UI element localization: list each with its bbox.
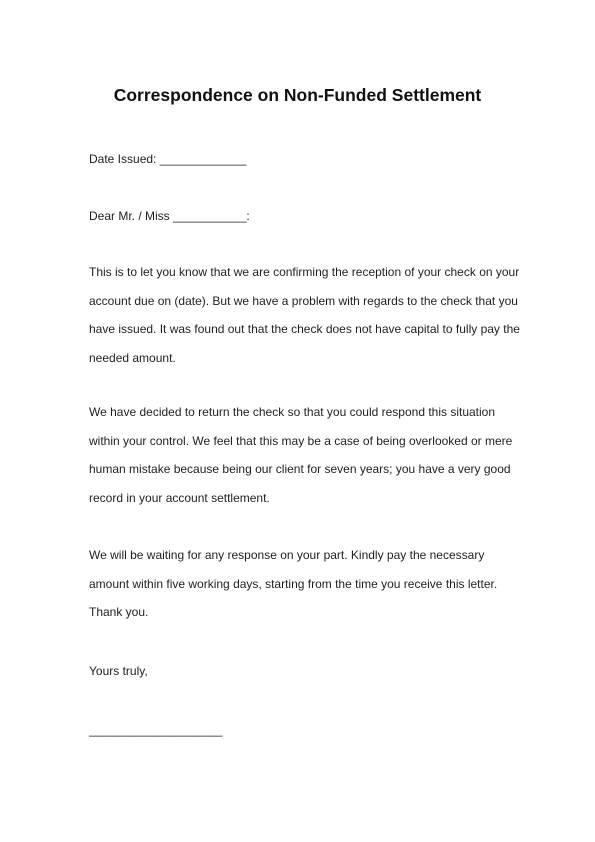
paragraph-payment-request	[89, 541, 519, 627]
signature-line: ____________________	[89, 723, 223, 737]
date-issued-line: Date Issued: _____________	[89, 152, 247, 166]
paragraph-line: amount within five working days, starting from the time you receive this letter.	[89, 576, 498, 591]
paragraph-line: human mistake because being our client for seven years; you have a very good	[89, 462, 511, 477]
paragraph-line: We will be waiting for any response on your part. Kindly pay the necessary	[89, 548, 485, 562]
paragraph-line: We have decided to return the check so that you could respond this situation	[89, 405, 496, 419]
paragraph-line: account due on (date). But we have a problem with regards to the check that you	[89, 293, 518, 308]
paragraph-line: record in your account settlement.	[89, 491, 270, 506]
salutation: Dear Mr. / Miss ___________:	[89, 209, 250, 223]
paragraph-line: This is to let you know that we are confirming the reception of your check on your	[89, 265, 520, 279]
paragraph-return-check	[89, 398, 519, 513]
paragraph-line: within your control. We feel that this may be a case of being overlooked or mere	[89, 433, 513, 448]
paragraph-line: needed amount.	[89, 351, 176, 366]
paragraph-line: Thank you.	[89, 605, 149, 620]
letter-title: Correspondence on Non-Funded Settlement	[113, 85, 482, 105]
paragraph-confirmation	[89, 258, 519, 373]
closing: Yours truly,	[89, 664, 148, 678]
paragraph-line: have issued. It was found out that the check does not have capital to fully pay the	[89, 322, 520, 337]
